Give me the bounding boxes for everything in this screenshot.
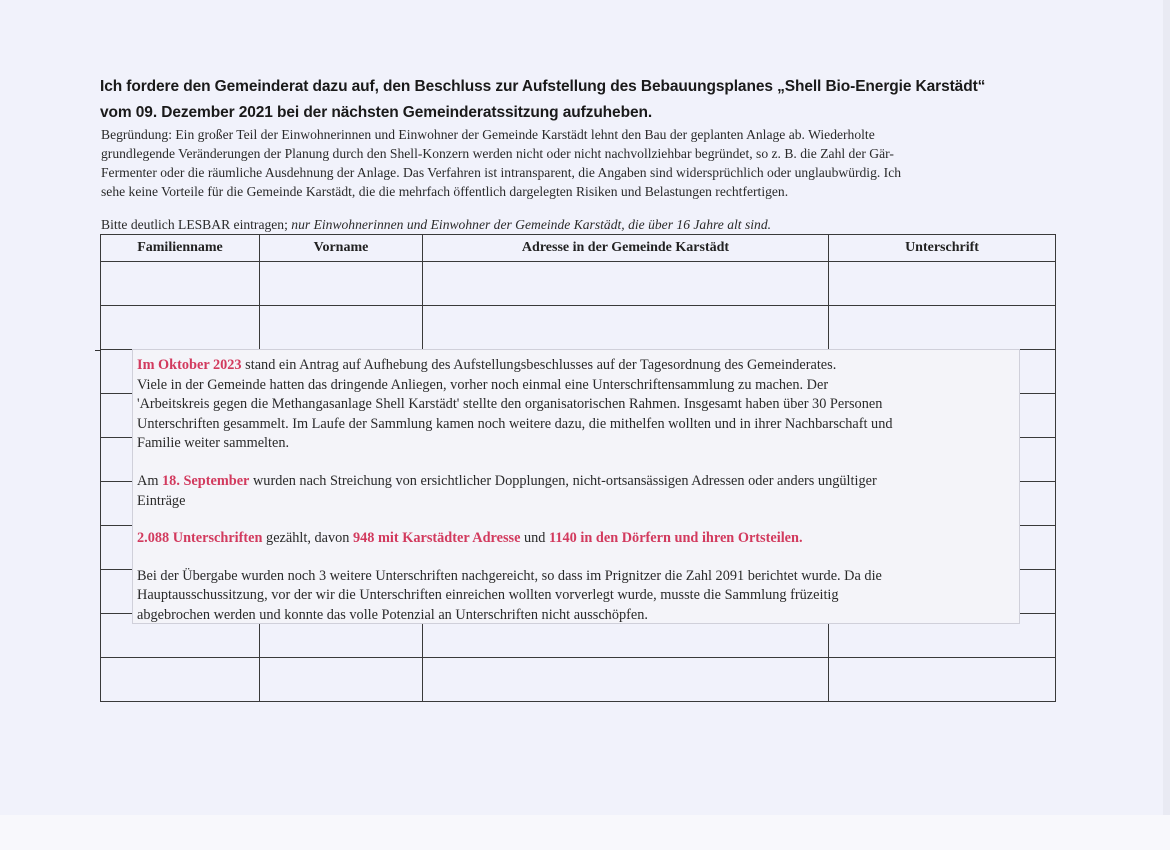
reason-line: sehe keine Vorteile für die Gemeinde Karstädt, die die mehrfach öffentlich dargelegten Risiken und Belastungen rechtfertigen. <box>101 184 789 199</box>
highlight-village-count: 1140 in den Dörfern und ihren Ortsteilen. <box>549 530 803 547</box>
notice-text: abgebrochen werden und konnte das volle Potenzial an Unterschriften nicht ausschöpfen. <box>137 606 648 623</box>
column-header-address: Adresse in der Gemeinde Karstädt <box>423 235 829 262</box>
notice-paragraph-3 <box>137 529 1019 549</box>
notice-text: Bei der Übergabe wurden noch 3 weitere Unterschriften nachgereicht, so dass im Prignitzer die Zahl 2091 berichtet wurde. Da die <box>137 567 882 584</box>
table-row <box>101 306 1056 350</box>
column-header-signature: Unterschrift <box>829 235 1056 262</box>
table-cell <box>260 262 423 306</box>
table-header-row <box>101 235 1056 262</box>
table-row <box>101 262 1056 306</box>
notice-text: wurden nach Streichung von ersichtlicher Dopplungen, nicht-ortsansässigen Adressen oder anders ungültiger <box>249 472 877 489</box>
notice-text: und <box>520 530 550 547</box>
table-cell <box>829 262 1056 306</box>
table-cell <box>829 306 1056 350</box>
instruction-line <box>101 217 1061 233</box>
margin-mark <box>95 350 101 351</box>
reason-line: grundlegende Veränderungen der Planung durch den Shell-Konzern werden nicht oder nicht nachvollziehbar begründet, so z. B. die Zahl der Gär- <box>101 146 894 161</box>
table-cell <box>101 262 260 306</box>
reason-line: Begründung: Ein großer Teil der Einwohnerinnen und Einwohner der Gemeinde Karstädt lehnt den Bau der geplanten Anlage ab. Wiederholte <box>101 127 875 142</box>
table-cell <box>260 306 423 350</box>
notice-paragraph-1 <box>137 356 1019 454</box>
table-cell <box>423 658 829 702</box>
table-cell <box>423 262 829 306</box>
table-cell <box>423 306 829 350</box>
scan-margin <box>0 815 1170 850</box>
heading-line-2: vom 09. Dezember 2021 bei der nächsten Gemeinderatssitzung aufzuheben. <box>100 104 653 121</box>
notice-text: Hauptausschussitzung, vor der wir die Unterschriften einreichen wollten vorverlegt wurde, musste die Sammlung früzeitig <box>137 587 839 604</box>
reason-line: Fermenter oder die räumliche Ausdehnung der Anlage. Das Verfahren ist intransparent, die Angaben sind widersprüchlich oder unglaubwürdig. Ich <box>101 165 902 180</box>
notice-text: Familie weiter sammelten. <box>137 435 290 452</box>
notice-text: gezählt, davon <box>262 530 353 547</box>
notice-paragraph-4 <box>137 567 1019 626</box>
heading-line-1: Ich fordere den Gemeinderat dazu auf, den Beschluss zur Aufstellung des Bebauungsplanes „Shell Bio-Energie Karstädt“ <box>100 78 986 95</box>
column-header-firstname: Vorname <box>260 235 423 262</box>
notice-text: Unterschriften gesammelt. Im Laufe der Sammlung kamen noch weitere dazu, die mithelfen wollten und in ihrer Nachbarschaft und <box>137 415 893 432</box>
reason-paragraph <box>101 125 1031 201</box>
table-cell <box>260 658 423 702</box>
instruction-eligibility: nur Einwohnerinnen und Einwohner der Gemeinde Karstädt, die über 16 Jahre alt sind. <box>291 217 772 232</box>
highlight-town-count: 948 mit Karstädter Adresse <box>352 530 521 547</box>
column-header-surname: Familienname <box>101 235 260 262</box>
highlight-date: 18. September <box>162 472 250 489</box>
table-cell <box>829 658 1056 702</box>
highlight-date: Im Oktober 2023 <box>137 357 242 373</box>
table-cell <box>101 658 260 702</box>
notice-text: Am <box>137 472 163 489</box>
petition-heading <box>100 74 1060 126</box>
notice-paragraph-2 <box>137 472 1019 511</box>
table-cell <box>101 306 260 350</box>
highlight-total-count: 2.088 Unterschriften <box>137 530 263 547</box>
notice-text: Viele in der Gemeinde hatten das dringende Anliegen, vorher noch einmal eine Unterschriftensammlung zu machen. Der <box>137 376 829 393</box>
instruction-plain: Bitte deutlich LESBAR eintragen; <box>101 217 292 232</box>
notice-text: 'Arbeitskreis gegen die Methangasanlage Shell Karstädt' stellte den organisatorischen Rahmen. Insgesamt haben über 30 Personen <box>137 396 883 413</box>
notice-text: Einträge <box>137 492 186 509</box>
notice-text: stand ein Antrag auf Aufhebung des Aufstellungsbeschlusses auf der Tagesordnung des Gemeinderates. <box>241 357 837 373</box>
table-row <box>101 658 1056 702</box>
scan-edge <box>1163 0 1170 815</box>
result-notice-box <box>132 349 1020 624</box>
